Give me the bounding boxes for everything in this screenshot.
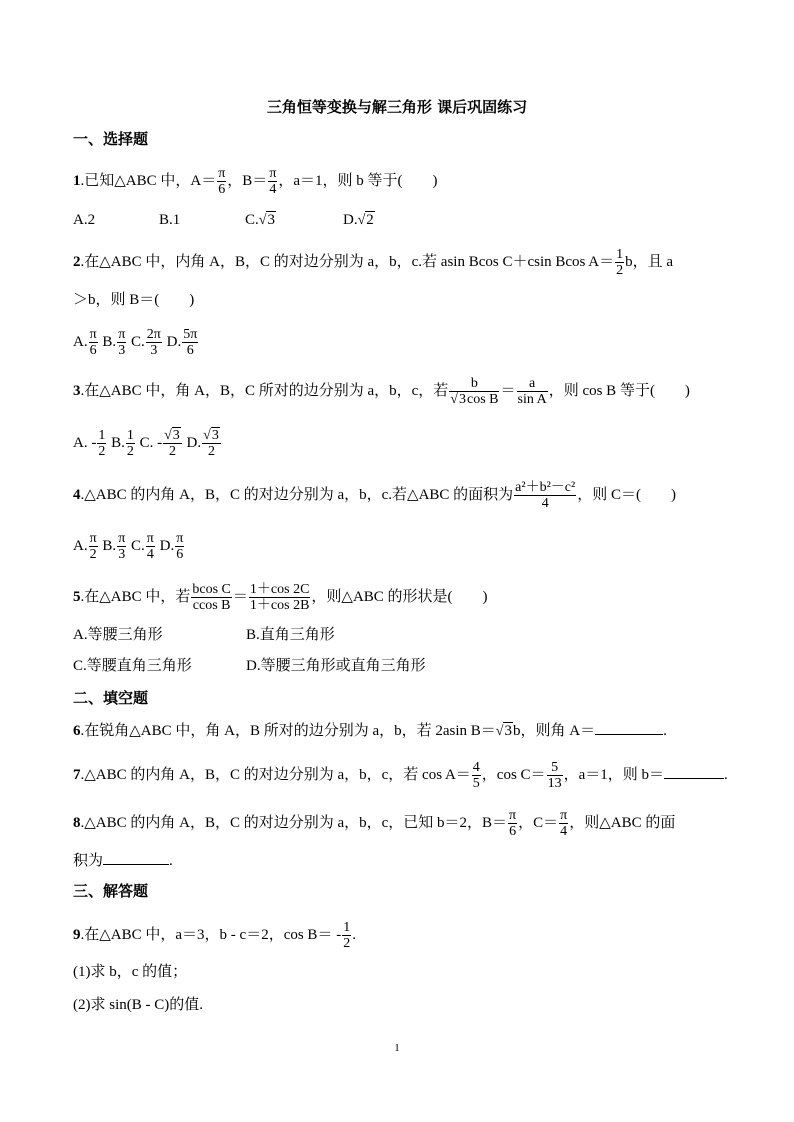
question-text: ，则 C＝( ) [577,486,676,503]
option-d: D. $\frac{√3}{2}$ [186,428,219,459]
sqrt: √2 [357,212,374,228]
option-c: C. $\frac{2\pi}{3}$ [131,327,161,358]
question-text: . [723,766,728,783]
question-9-part-1: (1)求 b，c 的值； [73,964,188,980]
question-number: 8 [73,814,81,831]
question-text: .在锐角△ABC 中，角 A，B 所对的边分别为 a，b，若 2asin B＝ [80,723,496,739]
option-a: A. - $\frac{1}{2}$ [73,428,106,459]
option-b: B.直角三角形 [246,627,335,643]
option-c: C.√3 [245,210,276,231]
fraction: $\frac{1}{2}$ [343,920,351,951]
question-text: .△ABC 的内角 A，B，C 的对边分别为 a，b，c.若△ABC 的面积为 [80,486,514,503]
page-number: 1 [394,1042,400,1054]
question-text: ，C＝ [518,814,559,831]
question-text: ，B＝ [227,172,268,189]
question-number: 4 [73,486,81,503]
question-6 [73,720,667,742]
question-8 [73,808,675,839]
question-text: ＝ [500,382,516,399]
option-b: B.1 [159,212,181,228]
question-text: .△ABC 的内角 A，B，C 的对边分别为 a，b，c，若 cos A＝ [80,766,471,783]
fraction: $\frac{\text{a²＋b²－c²}}{4}$ [515,480,576,511]
question-text: ，a＝1，则 b 等于( ) [278,172,438,189]
section-heading-solve: 三、解答题 [73,882,149,900]
question-text: b，则角 A＝ [512,723,596,739]
question-text: .已知△ABC 中，A＝ [80,172,217,189]
question-9-part-2: (2)求 sin(B - C)的值. [73,997,203,1013]
question-number: 5 [73,588,81,605]
section-heading-fill: 二、填空题 [73,689,149,707]
fraction: $\frac{5}{13}$ [547,760,562,791]
fraction: $\frac{4}{5}$ [472,760,480,791]
question-text: ，cos C＝ [481,766,546,783]
fraction: $\frac{a}{\text{sin A}}$ [517,376,547,407]
question-text: ，则△ABC 的形状是( ) [311,588,488,605]
option-b: B. $\frac{1}{2}$ [111,428,134,459]
question-4 [73,480,676,511]
question-4-options [73,531,185,562]
option-b: B. $\frac{\pi}{3}$ [102,327,126,358]
question-text: ，a＝1，则 b＝ [563,766,664,783]
question-text: .△ABC 的内角 A，B，C 的对边分别为 a，b，c，已知 b＝2，B＝ [80,814,508,831]
option-a: A. $\frac{\pi}{2}$ [73,531,97,562]
question-2-options [73,327,199,358]
option-b: B. $\frac{\pi}{3}$ [102,531,126,562]
question-text: .在△ABC 中，内角 A，B，C 的对边分别为 a，b，c.若 asin Bcos C＋csin Bcos A＝ [80,253,615,270]
question-number: 9 [73,926,81,943]
question-text: .在△ABC 中，若 [80,588,191,605]
question-number: 7 [73,766,81,783]
fraction: $\frac{\pi}{4}$ [560,808,568,839]
question-number: 2 [73,253,81,270]
question-7 [73,760,728,791]
question-2-line-2: ＞b，则 B＝( ) [73,292,195,308]
question-3 [73,376,690,407]
question-8-line-2 [73,850,173,871]
sqrt: √3 [495,723,512,739]
fraction: $\frac{\pi}{4}$ [269,166,277,197]
option-a: A.等腰三角形 [73,627,163,643]
question-number: 3 [73,382,81,399]
fraction: $\frac{b}{\text{√3cos B}}$ [450,376,499,407]
answer-blank [103,850,169,865]
option-d: D.√2 [343,210,375,231]
question-9 [73,920,356,951]
question-2 [73,247,673,278]
question-5 [73,582,488,613]
fraction: $\frac{\pi}{6}$ [218,166,226,197]
option-c: C. $\frac{\pi}{4}$ [131,531,154,562]
question-number: 1 [73,172,81,189]
question-text: .在△ABC 中，a＝3，b - c＝2，cos B＝ - [80,926,342,943]
question-text: . [663,723,667,739]
page-title: 三角恒等变换与解三角形 课后巩固练习 [266,98,528,116]
option-d: D. $\frac{\pi}{6}$ [159,531,184,562]
question-text: 积为 [73,853,104,869]
fraction: $\frac{\pi}{6}$ [509,808,517,839]
question-text: ，则 cos B 等于( ) [548,382,690,399]
sqrt: √3 [258,212,275,228]
question-text: . [352,926,356,943]
fraction: $\frac{1+\cos 2C}{1+\cos 2B}$ [249,582,310,613]
option-a: A.2 [73,212,96,228]
fraction: $\frac{\text{bcos C}}{\text{ccos B}}$ [192,582,231,613]
option-c: C. - $\frac{√3}{2}$ [139,428,180,459]
question-1 [73,166,438,197]
option-a: A. $\frac{\pi}{6}$ [73,327,97,358]
option-d: D.等腰三角形或直角三角形 [246,658,426,674]
question-text: b，且 a [625,253,674,270]
answer-blank [595,720,663,735]
question-text: ，则△ABC 的面 [569,814,676,831]
option-c: C.等腰直角三角形 [73,658,192,674]
question-text: . [169,853,173,869]
fraction: $\frac{1}{2}$ [616,247,624,278]
answer-blank [664,764,724,779]
section-heading-choice: 一、选择题 [73,130,149,148]
question-text: .在△ABC 中，角 A，B，C 所对的边分别为 a，b，c，若 [80,382,449,399]
question-3-options [73,428,222,459]
option-d: D. $\frac{5\pi}{6}$ [166,327,198,358]
question-text: ＝ [232,588,248,605]
question-number: 6 [73,723,81,739]
